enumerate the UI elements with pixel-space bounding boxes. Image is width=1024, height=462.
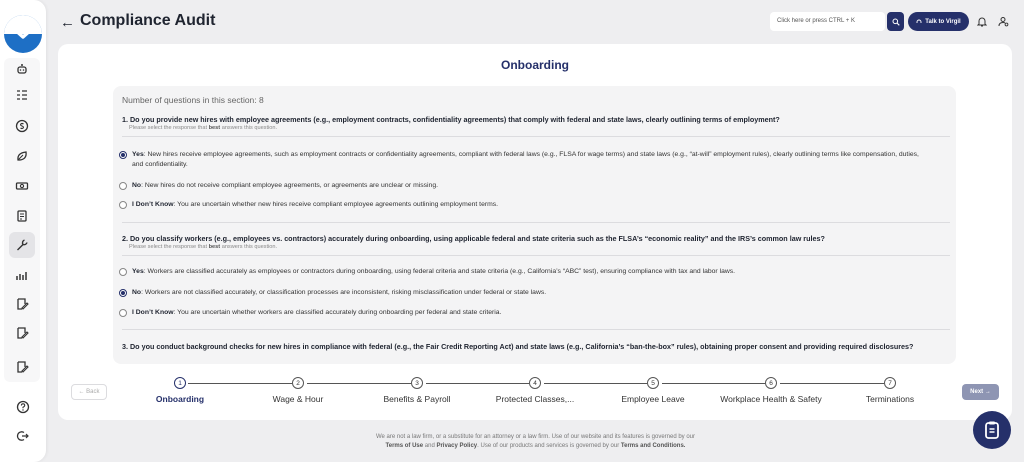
section-title: Onboarding [501,58,569,72]
wrench-icon[interactable] [9,232,35,258]
step-1-label[interactable]: Onboarding [155,394,205,404]
document-icon[interactable] [9,203,35,229]
option-q2-dont-know[interactable]: I Don’t Know: You are uncertain whether workers are classified accurately during onboarding per federal and state criteria. [119,308,919,318]
search-input[interactable]: Click here or press CTRL + K [770,12,885,31]
step-2-label[interactable]: Wage & Hour [272,394,324,404]
page-title: Compliance Audit [80,12,216,29]
terms-of-use-link[interactable]: Terms of Use [385,443,424,449]
question-text: 2. Do you classify workers (e.g., employees vs. contractors) accurately during onboarding, using applicable federal and state criteria such as the FLSA’s “economic reality” and the IRS’s common law rules? [122,234,825,243]
step-connector [544,383,647,384]
checklist-icon[interactable] [9,82,35,108]
step-6-circle[interactable]: 6 [765,377,777,389]
radio-button[interactable] [119,268,127,276]
contract-icon[interactable] [9,354,35,380]
step-7-label[interactable]: Terminations [865,394,915,404]
step-connector [780,383,884,384]
footer-disclaimer: We are not a law firm, or a substitute for an attorney or a law firm. Use of our website and its features is governed by our Terms of Use and Privacy Policy. Use of our products and services is governed by our Terms and Conditions. [375,434,696,449]
radio-button[interactable] [119,182,127,190]
step-2-circle[interactable]: 2 [292,377,304,389]
privacy-policy-link[interactable]: Privacy Policy [436,443,478,449]
terms-conditions-link[interactable]: Terms and Conditions. [620,443,686,449]
option-q1-no[interactable]: No: New hires do not receive compliant employee agreements, or agreements are unclear or missing. [119,181,919,191]
headset-icon [916,19,922,25]
back-arrow-icon[interactable]: ← [60,14,75,31]
step-5-label[interactable]: Employee Leave [621,394,685,404]
help-icon[interactable] [10,394,36,420]
back-button[interactable]: ← Back [71,384,107,400]
option-q1-yes[interactable]: Yes: New hires receive employee agreements, such as employment contracts or confidentiality agreements, compliant with federal laws (e.g., FLSA for wage terms) and state laws (e.g., “at-will” employment rules), clearly outlining terms like compensation, duties, and confidentiality. [119,150,919,170]
divider [122,222,950,223]
question-hint: Please select the response that best answers this question. [129,244,278,250]
step-1-circle[interactable]: 1 [174,377,186,389]
radio-button[interactable] [119,309,127,317]
step-3-circle[interactable]: 3 [411,377,423,389]
step-connector [426,383,529,384]
bell-icon[interactable] [975,14,989,28]
divider [122,329,950,330]
search-button[interactable] [887,12,904,31]
clipboard-fab-button[interactable] [973,411,1011,449]
robot-icon[interactable] [9,56,35,82]
analytics-icon[interactable] [9,262,35,288]
next-button[interactable]: Next → [962,384,999,400]
brand-logo[interactable] [4,15,42,53]
leaf-icon[interactable] [9,143,35,169]
sidebar [0,0,46,462]
search-icon [892,18,900,26]
user-settings-icon[interactable] [996,14,1010,28]
talk-to-virgil-label: Talk to Virgil [925,18,961,25]
clipboard-icon [983,420,1001,440]
option-q2-yes[interactable]: Yes: Workers are classified accurately as employees or contractors during onboarding, using federal criteria and state criteria (e.g., California’s “ABC” test), ensuring compliance with tax and labor laws. [119,267,919,277]
step-connector [188,383,292,384]
radio-button[interactable] [119,201,127,209]
step-5-circle[interactable]: 5 [647,377,659,389]
audit-card [58,44,1012,420]
step-connector [662,383,765,384]
step-connector [307,383,411,384]
question-2 [122,234,950,256]
radio-button[interactable] [119,289,127,297]
sidebar-nav [4,58,40,382]
dollar-icon[interactable] [9,113,35,139]
question-3 [122,342,950,352]
question-hint: Please select the response that best answers this question. [129,125,278,131]
step-4-label[interactable]: Protected Classes,... [495,394,575,404]
question-count: Number of questions in this section: 8 [122,95,264,105]
contract-icon[interactable] [9,320,35,346]
question-1 [122,115,950,137]
contract-icon[interactable] [9,291,35,317]
step-6-label[interactable]: Workplace Health & Safety [720,394,822,404]
question-text: 1. Do you provide new hires with employee agreements (e.g., employment contracts, confidentiality agreements) that comply with federal and state laws, clearly outlining terms of employment? [122,115,780,124]
step-4-circle[interactable]: 4 [529,377,541,389]
step-7-circle[interactable]: 7 [884,377,896,389]
money-icon[interactable] [9,173,35,199]
question-text: 3. Do you conduct background checks for new hires in compliance with federal (e.g., the Fair Credit Reporting Act) and state laws (e.g., California’s “ban-the-box” rules), obtaining proper consent and providing required disclosures? [122,342,914,351]
step-3-label[interactable]: Benefits & Payroll [383,394,451,404]
radio-button[interactable] [119,151,127,159]
option-q1-dont-know[interactable]: I Don’t Know: You are uncertain whether new hires receive compliant employee agreements outlining employment terms. [119,200,919,210]
option-q2-no[interactable]: No: Workers are not classified accurately, or classification processes are inconsistent, risking misclassification under federal or state laws. [119,288,919,298]
questions-panel[interactable] [113,86,956,364]
talk-to-virgil-button[interactable] [908,12,969,31]
